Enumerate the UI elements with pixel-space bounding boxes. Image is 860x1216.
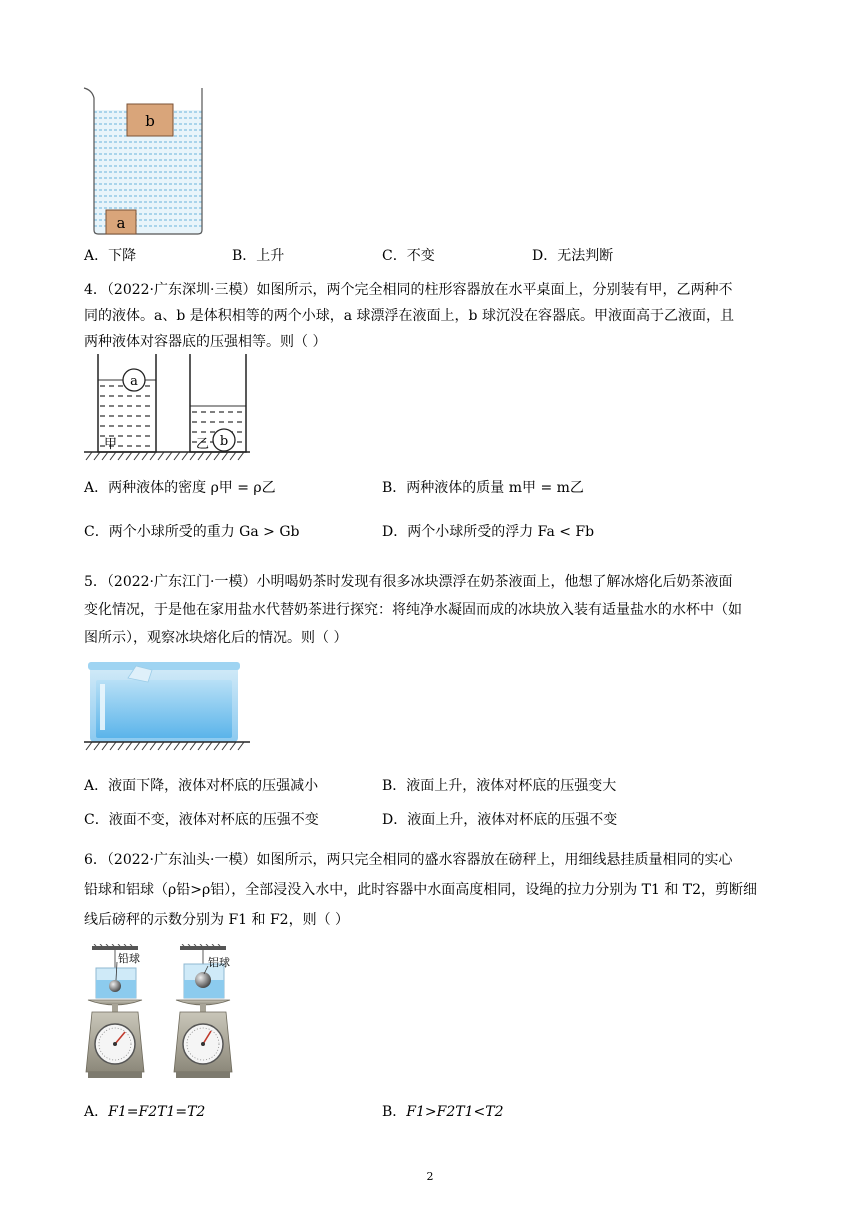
q5-option-c[interactable]: C．液面不变，液体对杯底的压强不变 <box>84 812 319 828</box>
q4-option-d[interactable]: D．两个小球所受的浮力 Fa < Fb <box>382 524 595 540</box>
label-aluminum-ball: 铝球 <box>208 956 230 969</box>
q6-option-b[interactable]: B．F1>F2T1<T2 <box>382 1104 504 1120</box>
label-yi: 乙 <box>196 437 210 452</box>
q6-stem-line1: 6．（2022·广东汕头·一模）如图所示，两只完全相同的盛水容器放在磅秤上，用细线悬挂质量相同的实心 <box>84 852 733 868</box>
q6-scales-figure <box>82 944 262 1084</box>
q4-option-a[interactable]: A．两种液体的密度 ρ甲 = ρ乙 <box>84 480 276 496</box>
q3-option-a[interactable]: A．下降 <box>84 248 137 264</box>
block-a-label: a <box>116 214 126 232</box>
q6-option-a[interactable]: A．F1=F2T1=T2 <box>84 1104 206 1120</box>
q5-stem-line2: 变化情况，于是他在家用盐水代替奶茶进行探究：将纯净水凝固而成的冰块放入装有适量盐水的水杯中（如 <box>84 602 742 618</box>
q3-option-b[interactable]: B．上升 <box>232 248 285 264</box>
q5-ice-glass-figure <box>82 656 254 752</box>
block-b-label: b <box>145 112 155 130</box>
q4-option-c[interactable]: C．两个小球所受的重力 Ga > Gb <box>84 524 300 540</box>
q5-stem-line3: 图所示），观察冰块熔化后的情况。则（ ） <box>84 630 348 646</box>
page-number: 2 <box>426 1170 434 1183</box>
label-lead-ball: 铅球 <box>118 952 140 965</box>
q4-option-b[interactable]: B．两种液体的质量 m甲 = m乙 <box>382 480 584 496</box>
q5-option-d[interactable]: D．液面上升，液体对杯底的压强不变 <box>382 812 618 828</box>
q5-option-a[interactable]: A．液面下降，液体对杯底的压强减小 <box>84 778 319 794</box>
q3-option-d[interactable]: D．无法判断 <box>532 248 614 264</box>
q3-option-c[interactable]: C．不变 <box>382 248 435 264</box>
ball-b-label: b <box>219 434 229 449</box>
q5-stem-line1: 5．（2022·广东江门·一模）小明喝奶茶时发现有很多冰块漂浮在奶茶液面上，他想了解冰熔化后奶茶液面 <box>84 574 733 590</box>
q6-stem-line2: 铅球和铝球（ρ铅>ρ铝），全部浸没入水中，此时容器中水面高度相同，设绳的拉力分别为 T1 和 T2，剪断细 <box>84 882 758 898</box>
q6-stem-line3: 线后磅秤的示数分别为 F1 和 F2，则（ ） <box>84 912 350 928</box>
ball-a-label: a <box>130 374 138 389</box>
q3-beaker-figure <box>82 84 212 236</box>
q4-stem-line3: 两种液体对容器底的压强相等。则（ ） <box>84 334 327 350</box>
q5-option-b[interactable]: B．液面上升，液体对杯底的压强变大 <box>382 778 617 794</box>
q4-containers-figure <box>82 350 252 462</box>
q4-stem-line2: 同的液体。a、b 是体积相等的两个小球，a 球漂浮在液面上，b 球沉没在容器底。甲液面高于乙液面，且 <box>84 308 734 324</box>
label-jia: 甲 <box>104 437 118 452</box>
q4-stem-line1: 4．（2022·广东深圳·三模）如图所示，两个完全相同的柱形容器放在水平桌面上，分别装有甲，乙两种不 <box>84 282 733 298</box>
